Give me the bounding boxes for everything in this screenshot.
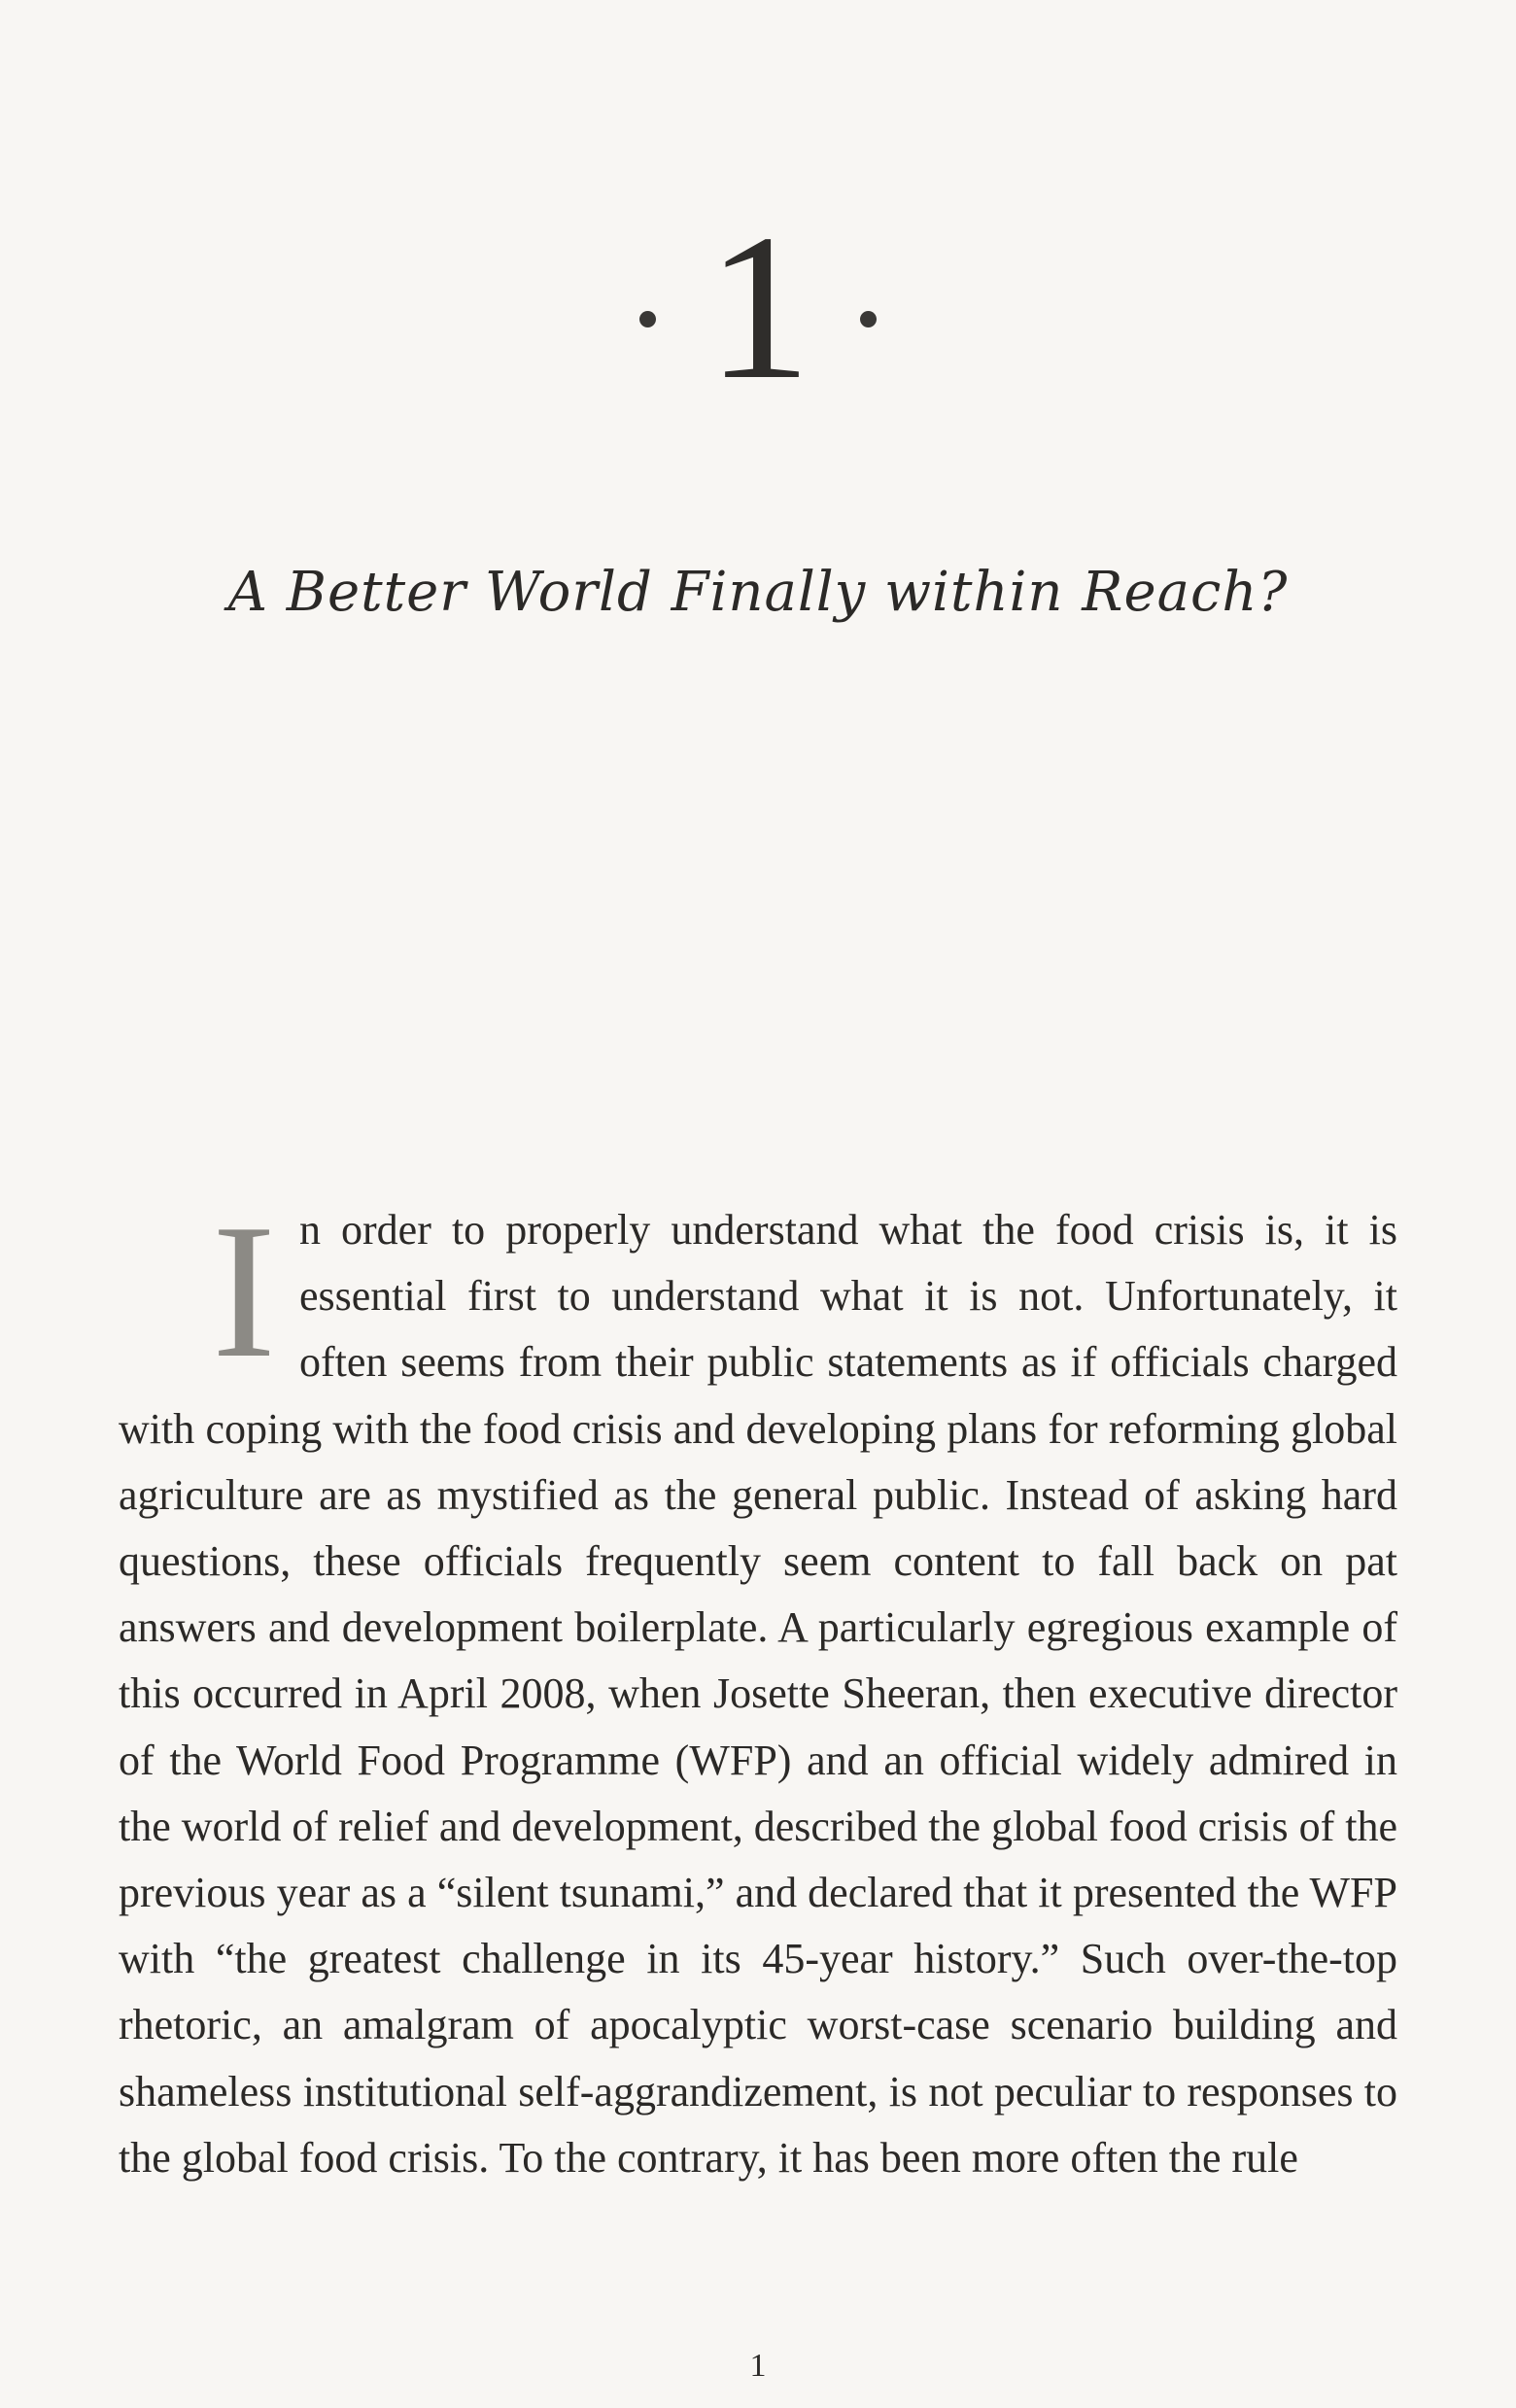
- page-number: 1: [749, 2348, 767, 2384]
- chapter-title: A Better World Finally within Reach?: [227, 561, 1289, 624]
- right-dot-ornament: [860, 311, 877, 327]
- body-paragraph-text: n order to properly understand what the food crisis is, it is essential first to understand what it is not. Unfortunately, it often seems from their public statements as if officials charged with coping with the food crisis and developing plans for reforming global agriculture are as mystified as the general public. Instead of asking hard questions, these officials frequently seem content to fall back on pat answers and development boilerplate. A particularly egregious example of this occurred in April 2008, when Josette Sheeran, then executive director of the World Food Programme (WFP) and an official widely admired in the world of relief and development, described the global food crisis of the previous year as a “silent tsunami,” and declared that it presented the WFP with “the greatest challenge in its 45-year history.” Such over-the-top rhetoric, an amalgram of apocalyptic worst-case scenario building and shameless institutional self-aggrandizement, is not peculiar to responses to the global food crisis. To the contrary, it has been more often the rule: [119, 1206, 1397, 2182]
- drop-cap: I: [212, 1185, 276, 1397]
- left-dot-ornament: [639, 311, 656, 327]
- chapter-number: [0, 189, 1516, 423]
- chapter-numeral: 1: [706, 189, 811, 423]
- body-paragraph: [119, 1185, 1397, 2191]
